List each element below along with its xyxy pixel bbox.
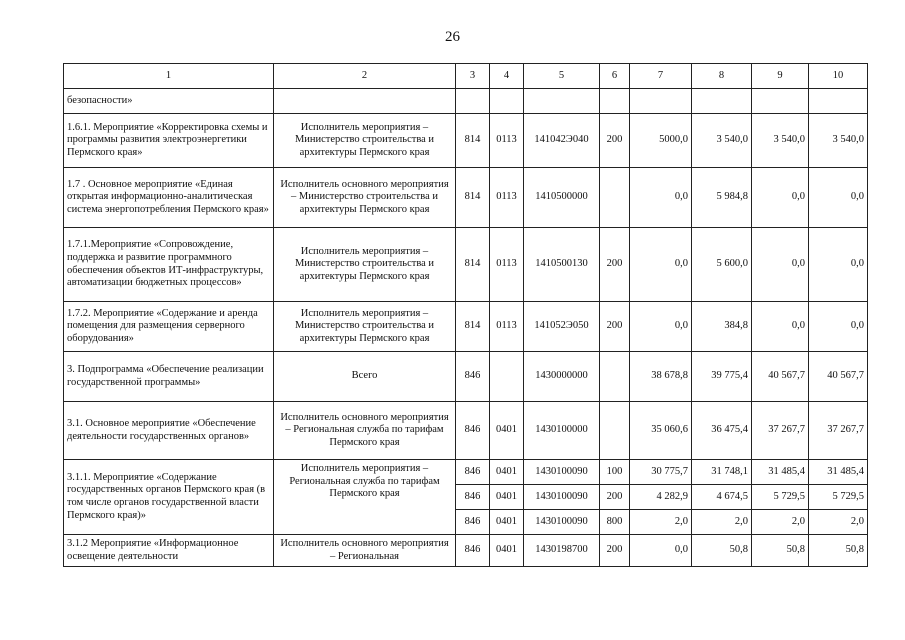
cell-c5: 1430100090 [524, 460, 600, 485]
cell-c5: 1410500130 [524, 228, 600, 302]
cell-c8: 31 748,1 [692, 460, 752, 485]
cell-c5: 141042Э040 [524, 114, 600, 168]
cell-c8: 39 775,4 [692, 352, 752, 402]
cell-c9: 3 540,0 [752, 114, 809, 168]
cell-c7: 0,0 [630, 168, 692, 228]
cell-c5: 1430000000 [524, 352, 600, 402]
empty-cell [600, 89, 630, 114]
header-cell: 5 [524, 64, 600, 89]
table-row [64, 402, 868, 460]
cell-c8: 5 984,8 [692, 168, 752, 228]
cell-c5: 1430100000 [524, 402, 600, 460]
cell-c7: 4 282,9 [630, 485, 692, 510]
cell-c3: 846 [456, 510, 490, 535]
cell-c6: 200 [600, 535, 630, 567]
table-row [64, 460, 868, 485]
header-cell: 4 [490, 64, 524, 89]
cell-c6 [600, 352, 630, 402]
cell-c7: 30 775,7 [630, 460, 692, 485]
cell-c4: 0401 [490, 402, 524, 460]
empty-cell [752, 89, 809, 114]
table-row [64, 535, 868, 567]
header-cell: 7 [630, 64, 692, 89]
cell-c3: 814 [456, 228, 490, 302]
cell-c6 [600, 168, 630, 228]
cell-c5: 141052Э050 [524, 302, 600, 352]
cell-c6 [600, 402, 630, 460]
row-name: 1.7.2. Мероприятие «Содержание и аренда помещения для размещения серверного оборудования» [64, 302, 274, 352]
header-cell: 8 [692, 64, 752, 89]
cell-c9: 0,0 [752, 302, 809, 352]
cell-c10: 37 267,7 [809, 402, 868, 460]
empty-cell [630, 89, 692, 114]
cell-c6: 200 [600, 485, 630, 510]
cell-c9: 40 567,7 [752, 352, 809, 402]
cell-c9: 50,8 [752, 535, 809, 567]
row-name: 3.1. Основное мероприятие «Обеспечение деятельности государственных органов» [64, 402, 274, 460]
empty-cell [524, 89, 600, 114]
empty-cell [456, 89, 490, 114]
row-name: 1.7 . Основное мероприятие «Единая открытая информационно-аналитическая система энергопотребления Пермского края» [64, 168, 274, 228]
continuation-row [64, 89, 868, 114]
row-executor: Исполнитель основного мероприятия – Региональная служба по тарифам Пермского края [274, 402, 456, 460]
cell-c6: 200 [600, 114, 630, 168]
cell-c4: 0113 [490, 302, 524, 352]
cell-c4: 0113 [490, 168, 524, 228]
cell-c6: 200 [600, 302, 630, 352]
cell-c10: 5 729,5 [809, 485, 868, 510]
cell-c8: 5 600,0 [692, 228, 752, 302]
row-executor: Исполнитель мероприятия – Министерство строительства и архитектуры Пермского края [274, 302, 456, 352]
cell-c4: 0113 [490, 228, 524, 302]
cell-c5: 1430198700 [524, 535, 600, 567]
row-name: 3.1.2 Мероприятие «Информационное освещение деятельности [64, 535, 274, 567]
cell-c7: 0,0 [630, 228, 692, 302]
empty-cell [692, 89, 752, 114]
cell-c8: 2,0 [692, 510, 752, 535]
cell-c4: 0113 [490, 114, 524, 168]
header-cell: 10 [809, 64, 868, 89]
cell-c8: 384,8 [692, 302, 752, 352]
cell-c3: 846 [456, 402, 490, 460]
cell-c10: 0,0 [809, 228, 868, 302]
row-executor: Исполнитель мероприятия – Региональная служба по тарифам Пермского края [274, 460, 456, 535]
cell-c10: 31 485,4 [809, 460, 868, 485]
row-name: 1.7.1.Мероприятие «Сопровождение, поддержка и развитие программного обеспечения объектов ИТ-инфраструктуры, автоматизации бюджетных процессов» [64, 228, 274, 302]
cell-c6: 200 [600, 228, 630, 302]
row-name: безопасности» [64, 89, 274, 114]
cell-c9: 5 729,5 [752, 485, 809, 510]
cell-c4: 0401 [490, 460, 524, 485]
cell-c5: 1430100090 [524, 485, 600, 510]
cell-c5: 1410500000 [524, 168, 600, 228]
table-row [64, 228, 868, 302]
cell-c10: 2,0 [809, 510, 868, 535]
cell-c9: 37 267,7 [752, 402, 809, 460]
cell-c8: 50,8 [692, 535, 752, 567]
row-name: 3. Подпрограмма «Обеспечение реализации государственной программы» [64, 352, 274, 402]
table-row [64, 168, 868, 228]
cell-c3: 814 [456, 302, 490, 352]
cell-c10: 0,0 [809, 168, 868, 228]
empty-cell [490, 89, 524, 114]
cell-c4: 0401 [490, 535, 524, 567]
cell-c10: 50,8 [809, 535, 868, 567]
cell-c3: 814 [456, 114, 490, 168]
cell-c4: 0401 [490, 485, 524, 510]
row-name: 3.1.1. Мероприятие «Содержание государственных органов Пермского края (в том числе органов государственной власти Пермского края)» [64, 460, 274, 535]
table-row [64, 302, 868, 352]
cell-c4: 0401 [490, 510, 524, 535]
budget-table [63, 63, 868, 567]
row-name: 1.6.1. Мероприятие «Корректировка схемы и программы развития электроэнергетики Пермского края» [64, 114, 274, 168]
cell-c10: 3 540,0 [809, 114, 868, 168]
cell-c8: 3 540,0 [692, 114, 752, 168]
cell-c6: 100 [600, 460, 630, 485]
cell-c9: 0,0 [752, 228, 809, 302]
table-row [64, 114, 868, 168]
empty-cell [809, 89, 868, 114]
cell-c3: 846 [456, 352, 490, 402]
table-row [64, 352, 868, 402]
cell-c8: 4 674,5 [692, 485, 752, 510]
header-row [64, 64, 868, 89]
cell-c7: 38 678,8 [630, 352, 692, 402]
cell-c7: 2,0 [630, 510, 692, 535]
header-cell: 6 [600, 64, 630, 89]
cell-c3: 846 [456, 460, 490, 485]
header-cell: 3 [456, 64, 490, 89]
header-cell: 9 [752, 64, 809, 89]
cell-c3: 846 [456, 485, 490, 510]
cell-c7: 0,0 [630, 535, 692, 567]
cell-c5: 1430100090 [524, 510, 600, 535]
cell-c8: 36 475,4 [692, 402, 752, 460]
row-executor: Всего [274, 352, 456, 402]
cell-c9: 0,0 [752, 168, 809, 228]
cell-c10: 40 567,7 [809, 352, 868, 402]
cell-c3: 846 [456, 535, 490, 567]
row-executor: Исполнитель мероприятия – Министерство строительства и архитектуры Пермского края [274, 228, 456, 302]
header-cell: 2 [274, 64, 456, 89]
cell-c4 [490, 352, 524, 402]
cell-c7: 5000,0 [630, 114, 692, 168]
cell-c9: 2,0 [752, 510, 809, 535]
cell-c9: 31 485,4 [752, 460, 809, 485]
page-number: 26 [445, 29, 460, 45]
cell-c10: 0,0 [809, 302, 868, 352]
cell-c7: 0,0 [630, 302, 692, 352]
row-executor: Исполнитель основного мероприятия – Региональная [274, 535, 456, 567]
cell-c3: 814 [456, 168, 490, 228]
row-executor: Исполнитель мероприятия – Министерство строительства и архитектуры Пермского края [274, 114, 456, 168]
row-executor: Исполнитель основного мероприятия – Министерство строительства и архитектуры Пермского края [274, 168, 456, 228]
header-cell: 1 [64, 64, 274, 89]
cell-c6: 800 [600, 510, 630, 535]
cell-c7: 35 060,6 [630, 402, 692, 460]
empty-cell [274, 89, 456, 114]
